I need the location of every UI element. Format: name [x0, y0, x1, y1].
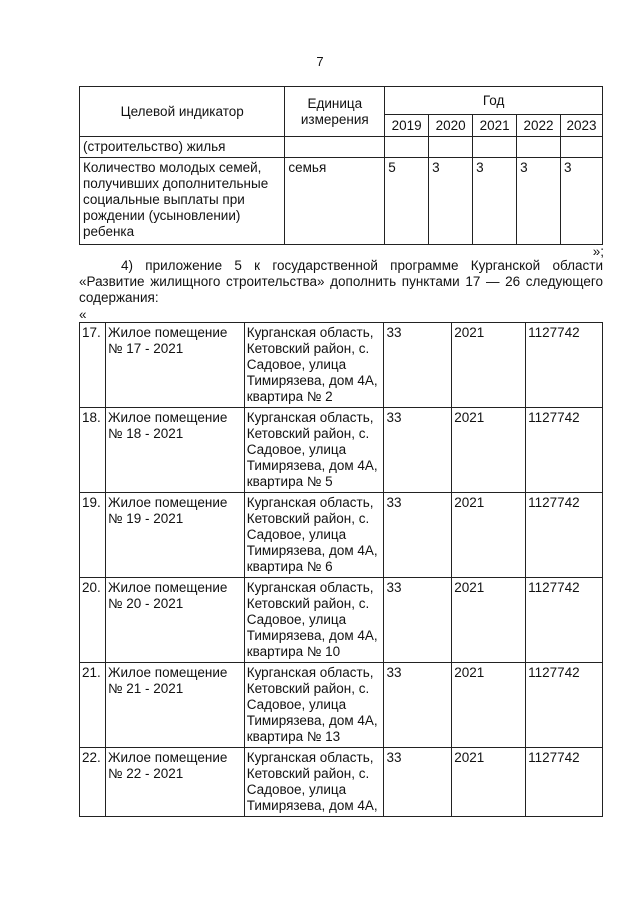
- premises-name: Жилое помещение № 20 - 2021: [105, 578, 244, 663]
- cell-indicator: Количество молодых семей, получивших дополнительные социальные выплаты при рождении (усыновлении) ребенка: [80, 158, 285, 245]
- cell-value: [517, 137, 561, 158]
- premises-area: 33: [384, 663, 452, 748]
- table-row: [80, 323, 603, 408]
- premises-name: Жилое помещение № 18 - 2021: [105, 408, 244, 493]
- header-unit: Единица измерения: [285, 87, 385, 137]
- table-row: [80, 493, 603, 578]
- closing-quote: »;: [592, 244, 604, 259]
- premises-cost: 1127742: [526, 323, 603, 408]
- table-row: [80, 578, 603, 663]
- premises-cost: 1127742: [526, 663, 603, 748]
- premises-name: Жилое помещение № 21 - 2021: [105, 663, 244, 748]
- premises-address: Курганская область, Кетовский район, с. Садовое, улица Тимирязева, дом 4А, квартира № 13: [244, 663, 384, 748]
- cell-value: 3: [517, 158, 561, 245]
- cell-value: [385, 137, 429, 158]
- premises-name: Жилое помещение № 19 - 2021: [105, 493, 244, 578]
- opening-quote: «: [79, 307, 87, 322]
- header-year: Год: [385, 87, 603, 115]
- premises-address: Курганская область, Кетовский район, с. Садовое, улица Тимирязева, дом 4А, квартира № 6: [244, 493, 384, 578]
- row-number: 21.: [80, 663, 106, 748]
- premises-cost: 1127742: [526, 748, 603, 817]
- premises-year: 2021: [452, 323, 526, 408]
- row-number: 18.: [80, 408, 106, 493]
- row-number: 17.: [80, 323, 106, 408]
- premises-year: 2021: [452, 663, 526, 748]
- premises-year: 2021: [452, 408, 526, 493]
- cell-value: [429, 137, 473, 158]
- row-number: 20.: [80, 578, 106, 663]
- premises-address: Курганская область, Кетовский район, с. Садовое, улица Тимирязева, дом 4А, квартира № 5: [244, 408, 384, 493]
- header-year-2020: 2020: [429, 115, 473, 137]
- cell-value: 3: [561, 158, 603, 245]
- amendment-paragraph: 4) приложение 5 к государственной программе Курганской области «Развитие жилищного строительства» дополнить пунктами 17 — 26 следующего содержания:: [79, 258, 603, 305]
- cell-value: 3: [429, 158, 473, 245]
- header-indicator: Целевой индикатор: [80, 87, 285, 137]
- housing-table: [79, 322, 603, 817]
- cell-value: [561, 137, 603, 158]
- premises-area: 33: [384, 323, 452, 408]
- cell-unit: семья: [285, 158, 385, 245]
- indicator-table: [79, 86, 603, 245]
- header-year-2021: 2021: [473, 115, 517, 137]
- premises-cost: 1127742: [526, 408, 603, 493]
- header-year-2019: 2019: [385, 115, 429, 137]
- premises-cost: 1127742: [526, 578, 603, 663]
- header-year-2022: 2022: [517, 115, 561, 137]
- premises-area: 33: [384, 493, 452, 578]
- table-row: [80, 137, 603, 158]
- table-row: [80, 158, 603, 245]
- premises-area: 33: [384, 408, 452, 493]
- cell-indicator: (строительство) жилья: [80, 137, 285, 158]
- premises-address: Курганская область, Кетовский район, с. Садовое, улица Тимирязева, дом 4А,: [244, 748, 384, 817]
- page-number: 7: [316, 54, 324, 69]
- cell-value: [473, 137, 517, 158]
- premises-address: Курганская область, Кетовский район, с. Садовое, улица Тимирязева, дом 4А, квартира № 10: [244, 578, 384, 663]
- header-year-2023: 2023: [561, 115, 603, 137]
- premises-area: 33: [384, 578, 452, 663]
- premises-year: 2021: [452, 578, 526, 663]
- premises-cost: 1127742: [526, 493, 603, 578]
- table-row: [80, 408, 603, 493]
- premises-name: Жилое помещение № 17 - 2021: [105, 323, 244, 408]
- cell-value: 3: [473, 158, 517, 245]
- cell-value: 5: [385, 158, 429, 245]
- table-row: [80, 663, 603, 748]
- row-number: 19.: [80, 493, 106, 578]
- row-number: 22.: [80, 748, 106, 817]
- premises-area: 33: [384, 748, 452, 817]
- cell-unit: [285, 137, 385, 158]
- premises-year: 2021: [452, 493, 526, 578]
- premises-name: Жилое помещение № 22 - 2021: [105, 748, 244, 817]
- premises-address: Курганская область, Кетовский район, с. Садовое, улица Тимирязева, дом 4А, квартира № 2: [244, 323, 384, 408]
- premises-year: 2021: [452, 748, 526, 817]
- table-row: [80, 748, 603, 817]
